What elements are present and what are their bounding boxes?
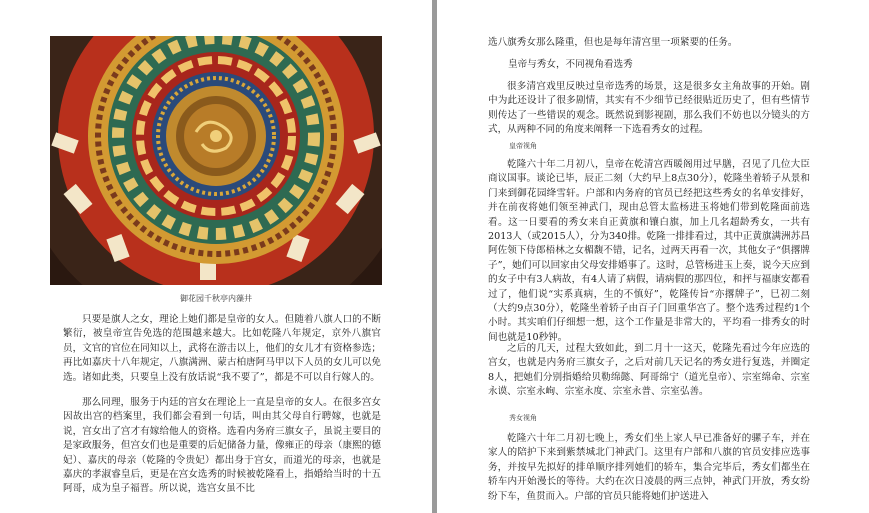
section-label-emperor: 皇帝视角 [509,142,537,150]
right-top-text: 选八旗秀女那么隆重，但也是每年清宫里一项紧要的任务。 [488,37,738,48]
dragon-pearl [210,130,222,142]
intro-paragraph: 很多清宫戏里反映过皇帝选秀的场景，这是很多女主角故事的开始。剧中为此还设计了很多剧情，其实有不少细节已经很贴近历史了，但有些情节则传达了一些错误的观念。既然说到影视剧，那么我们不妨也以分镜头的方式，从两种不同的角度来阐释一下选看秀女的过程。 [488,81,810,136]
section-label-xiunv: 秀女视角 [509,414,537,422]
left-paragraph-2: 那么同理，服务于内廷的宫女在理论上一直是皇帝的女人。在很多宫女因故出宫的档案里，我们都会看到一句话，叫由其父母自行聘嫁，也就是说，宫女出了宫才有嫁给他人的资格。选看内务府三旗女子，虽说主要目的是家政服务，但宫女们也是重要的后妃储备力量，像雍正的母亲（康熙的德妃）、嘉庆的母亲（乾隆的令贵妃）都出身于宫女，而道光的母亲，也就是嘉庆的孝淑睿皇后，更是在宫女选秀的时候被乾隆看上，指婚给当时的十五阿哥，成为皇子福晋。所以说，选宫女虽不比 [63,397,381,495]
left-paragraph-1: 只要是旗人之女，理论上她们都是皇帝的女人。但随着八旗人口的不断繁衍，被皇帝宣告免选的范围越来越大。比如乾隆八年规定，京外八旗官员，文官的官位在同知以上，武将在游击以上，他们的女儿才有资格参选；再比如嘉庆十八年规定，八旗满洲、蒙古柏唐阿马甲以下人员的女儿可以免选。诸如此类，只要皇上没有放话说“我不要了”，都是不可以自行嫁人的。 [63,314,381,383]
dome-ceiling-photo [50,36,382,285]
section-subtitle: 皇帝与秀女，不同视角看选秀 [508,59,633,70]
emperor-paragraph-1: 乾隆六十年二月初八，皇帝在乾清宫西暖阁用过早膳，召见了几位大臣商议国事。谈论已毕，辰正二刻（大约早上8点30分），乾隆坐着轿子从景和门来到御花园绛雪轩。户部和内务府的官员已经把这些秀女的名单安排好，并在前夜将她们领至神武门，现由总管太监杨进玉将她们带到乾隆面前选看。这一日要看的秀女来自正黄旗和镶白旗，加上几名超龄秀女，一共有2013人（或2015人），分为340排。乾隆一排排看过，其中正黄旗满洲苏昌阿佐领下侍郎梧林之女楣馥不错，记名，过两天再看一次，其他女子“俱撂牌子”，她们可以回家由父母安排婚事了。这时，总管杨进玉上奏，说今天应到的女子中有3人病故，有4人请了病假，请病假的那四位，和抨与福康安都看过了，他们说“实系真病，生的不慎好”，乾隆传旨“亦撂牌子”，巳初二刻（大约9点30分），乾隆坐着轿子由百子门回重华宫了。整个选秀过程约1个小时。其实咱们仔细想一想，这个工作量是非常大的，平均看一排秀女的时间也就是10秒钟。 [488,159,810,343]
left-page [0,0,432,513]
emperor-paragraph-2: 之后的几天，过程大致如此，到二月十一这天，乾隆先看过今年应选的宫女，也就是内务府三旗女子，之后对前几天记名的秀女进行复选，并圈定8人，把她们分别指婚给贝勒绵懿、阿哥绵宁（道光皇帝）、宗室绵命、宗室永谟、宗室永峋、宗室永度、宗室永普、宗室弘善。 [488,343,810,398]
photo-caption: 御花园千秋亭内藻井 [180,294,252,303]
xiunv-paragraph: 乾隆六十年二月初七晚上，秀女们坐上家人早已准备好的骡子车，并在家人的陪护下来到紫禁城北门神武门。这里有户部和八旗的官员安排应选事务，并按早先拟好的排单顺序排列她们的轿车，集合完毕后，秀女们都坐在轿车内开始漫长的等待。大约在次日凌晨的两三点钟，神武门开放，秀女纷纷下车，鱼贯而入。户部的官员只能将她们护送进入 [488,433,810,502]
dome-ceiling-illustration [50,36,382,285]
